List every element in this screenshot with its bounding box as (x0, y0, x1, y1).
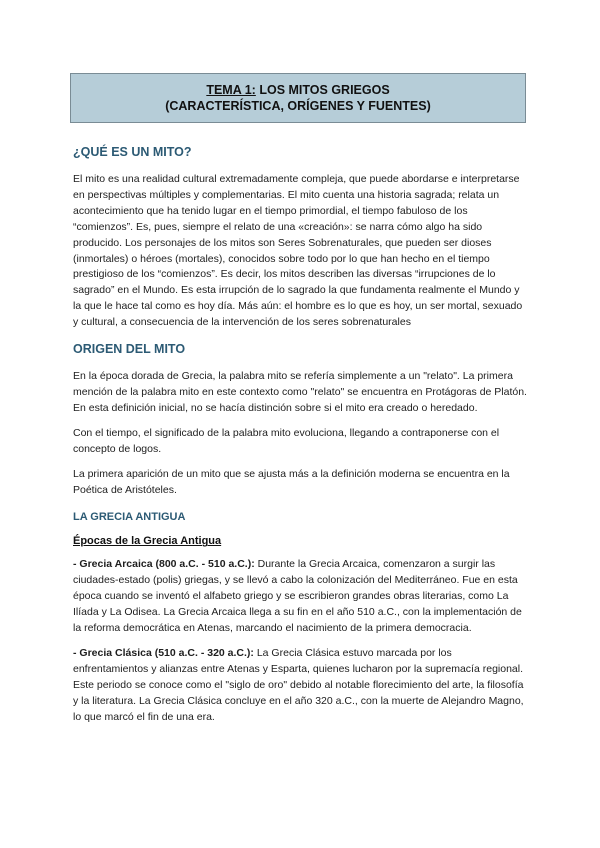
paragraph-grecia-arcaica (73, 557, 529, 637)
era-text-clasica: La Grecia Clásica estuvo marcada por los enfrentamientos y alianzas entre Atenas y Esparta, quienes lucharon por la supremacía regional. Este periodo se conoce como el "siglo de oro" debido al notable florecimiento del arte, la filosofía y la literatura. La Grecia Clásica concluye en el año 320 a.C., con la muerte de Alejandro Magno, lo que marcó el fin de una era. (73, 646, 524, 723)
title-box (70, 73, 526, 123)
subheading-epocas: Épocas de la Grecia Antigua (73, 535, 222, 548)
title-line-2: (CARACTERÍSTICA, ORÍGENES Y FUENTES) (165, 99, 431, 113)
section-heading-origen: ORIGEN DEL MITO (73, 342, 186, 357)
section-heading-que-es-mito: ¿QUÉ ES UN MITO? (73, 145, 192, 159)
title-topic-name: LOS MITOS GRIEGOS (255, 83, 390, 97)
paragraph-origen-3: La primera aparición de un mito que se ajusta más a la definición moderna se encuentra en la Poética de Aristóteles. (73, 467, 510, 496)
title-line-1 (71, 82, 525, 98)
document-body (73, 145, 529, 734)
era-label-clasica: - Grecia Clásica (510 a.C. - 320 a.C.): (73, 646, 254, 659)
title-topic-number: TEMA 1: (206, 83, 256, 97)
era-text-arcaica: Durante la Grecia Arcaica, comenzaron a surgir las ciudades-estado (polis) griegas, y se llevó a cabo la colonización del Mediterráneo. Fue en esta época cuando se inventó el alfabeto griego y se escribieron grandes obras literarias, como La Ilíada y La Odisea. La Grecia Arcaica llega a su fin en el año 510 a.C., con la implementación de la reforma democrática en Atenas, marcando el nacimiento de la primera democracia. (73, 558, 522, 635)
paragraph-origen-1: En la época dorada de Grecia, la palabra mito se refería simplemente a un "relato". La primera mención de la palabra mito en este contexto como "relato" se encuentra en Protágoras de Platón. En esta definición inicial, no se hacía distinción sobre si el mito era creado o heredado. (73, 370, 527, 414)
paragraph-mito-definition: El mito es una realidad cultural extremadamente compleja, que puede abordarse e interpretarse en perspectivas múltiples y complementarias. El mito cuenta una historia sagrada; relata un acontecimiento que ha tenido lugar en el tiempo primordial, el tiempo fabuloso de los “comienzos”. Es, pues, siempre el relato de una «creación»: se narra cómo algo ha sido producido. Los personajes de los mitos son Seres Sobrenaturales, que pueden ser dioses (inmortales) o héroes (mortales), conocidos sobre todo por lo que han hecho en el tiempo prestigioso de los “comienzos”. Es decir, los mitos describen las diversas “irrupciones de lo sagrado” en el Mundo. Es esta irrupción de lo sagrado la que fundamenta realmente el Mundo y la que le hace tal como es hoy día. Más aún: el hombre es lo que es hoy, un ser mortal, sexuado y cultural, a consecuencia de la intervención de los seres sobrenaturales (73, 173, 523, 329)
era-label-arcaica: - Grecia Arcaica (800 a.C. - 510 a.C.): (73, 558, 255, 571)
paragraph-grecia-clasica (73, 646, 529, 726)
paragraph-origen-2: Con el tiempo, el significado de la palabra mito evoluciona, llegando a contraponerse con el concepto de logos. (73, 426, 500, 455)
section-heading-grecia-antigua: LA GRECIA ANTIGUA (73, 511, 186, 524)
